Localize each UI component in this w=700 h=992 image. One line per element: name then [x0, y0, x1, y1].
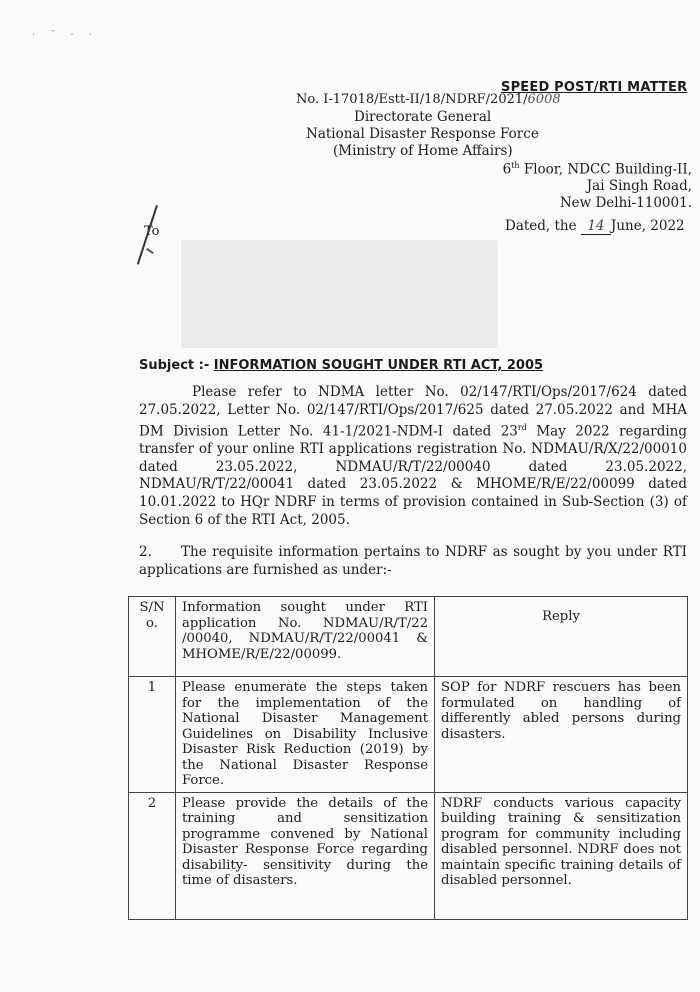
rti-reply-table — [128, 596, 688, 920]
paragraph-1-after: May 2022 regarding transfer of your online RTI applications registration No. NDMAU/R/X/22/00010 dated 23.05.2022, NDMAU/R/T/22/00040 dated 23.05.2022, NDMAU/R/T/22/00041 dated 23.05.2022 & MHOME/R/E/22/00099 dated 10.01.2022 to HQr NDRF in terms of provision contained in Sub-Section (3) of Section 6 of the RTI Act, 2005. — [139, 423, 687, 528]
row-information: Please provide the details of the training and sensitization programme convened by National Disaster Response Force regarding disability- sensitivity during the time of disasters. — [176, 792, 435, 919]
handwritten-number: 6008 — [527, 92, 561, 107]
reference-number-text: No. I-17018/Estt-II/18/NDRF/2021/ — [296, 92, 528, 107]
scan-specks: · ˉ · · — [32, 30, 99, 41]
dated-line — [505, 218, 685, 235]
address-floor-suffix: th — [511, 161, 520, 170]
to-label: To — [144, 224, 160, 239]
row-sn: 1 — [129, 677, 176, 793]
reference-number — [296, 92, 561, 107]
row-reply: SOP for NDRF rescuers has been formulated on handling of differently abled persons during disasters. — [435, 677, 688, 793]
subject-label: Subject :- — [139, 358, 210, 373]
row-sn: 2 — [129, 792, 176, 919]
dated-label: Dated, the — [505, 218, 577, 234]
paragraph-2 — [139, 544, 687, 579]
header-reply: Reply — [435, 597, 688, 677]
org-name: National Disaster Response Force — [306, 126, 539, 142]
address-line-2: Jai Singh Road, — [586, 178, 692, 194]
paragraph-1-before: Please refer to NDMA letter No. 02/147/RTI/Ops/2017/624 dated 27.05.2022, Letter No. 02/147/RTI/Ops/2017/625 dated 27.05.2022 and MHA DM Division Letter No. 41-1/2021-NDM-I dated 23 — [139, 384, 687, 440]
table-row — [129, 792, 688, 919]
row-reply: NDRF conducts various capacity building training & sensitization program for community including disabled personnel. NDRF does not maintain specific training details of disabled personnel. — [435, 792, 688, 919]
pen-mark-tick — [146, 248, 154, 254]
address-floor-number: 6 — [502, 161, 512, 178]
paragraph-2-number: 2. — [139, 544, 152, 560]
subject-title: INFORMATION SOUGHT UNDER RTI ACT, 2005 — [213, 358, 544, 373]
redacted-address-block — [181, 240, 498, 348]
speed-post-heading: SPEED POST/RTI MATTER — [501, 80, 688, 95]
dated-month-year: June, 2022 — [610, 218, 685, 234]
row-information: Please enumerate the steps taken for the implementation of the National Disaster Management Guidelines on Disability Inclusive Disaster Risk Reduction (2019) by the National Disaster Response Force. — [176, 677, 435, 793]
header-information: Information sought under RTI application No. NDMAU/R/T/22 /00040, NDMAU/R/T/22/00041 & MHOME/R/E/22/00099. — [176, 597, 435, 677]
org-directorate: Directorate General — [354, 109, 492, 125]
header-sn: S/N o. — [129, 597, 176, 677]
address-line-1 — [503, 161, 692, 178]
address-line-1-text: Floor, NDCC Building-II, — [523, 161, 692, 178]
dated-day: 14 — [581, 218, 611, 235]
subject-line — [139, 358, 543, 373]
paragraph-1-ordinal: rd — [517, 423, 527, 433]
paragraph-1 — [139, 384, 687, 529]
table-header-row — [129, 597, 688, 677]
table-row — [129, 677, 688, 793]
org-ministry: (Ministry of Home Affairs) — [333, 143, 513, 159]
address-line-3: New Delhi-110001. — [559, 195, 692, 211]
paragraph-2-text: The requisite information pertains to NDRF as sought by you under RTI applications are furnished as under:- — [139, 544, 687, 578]
